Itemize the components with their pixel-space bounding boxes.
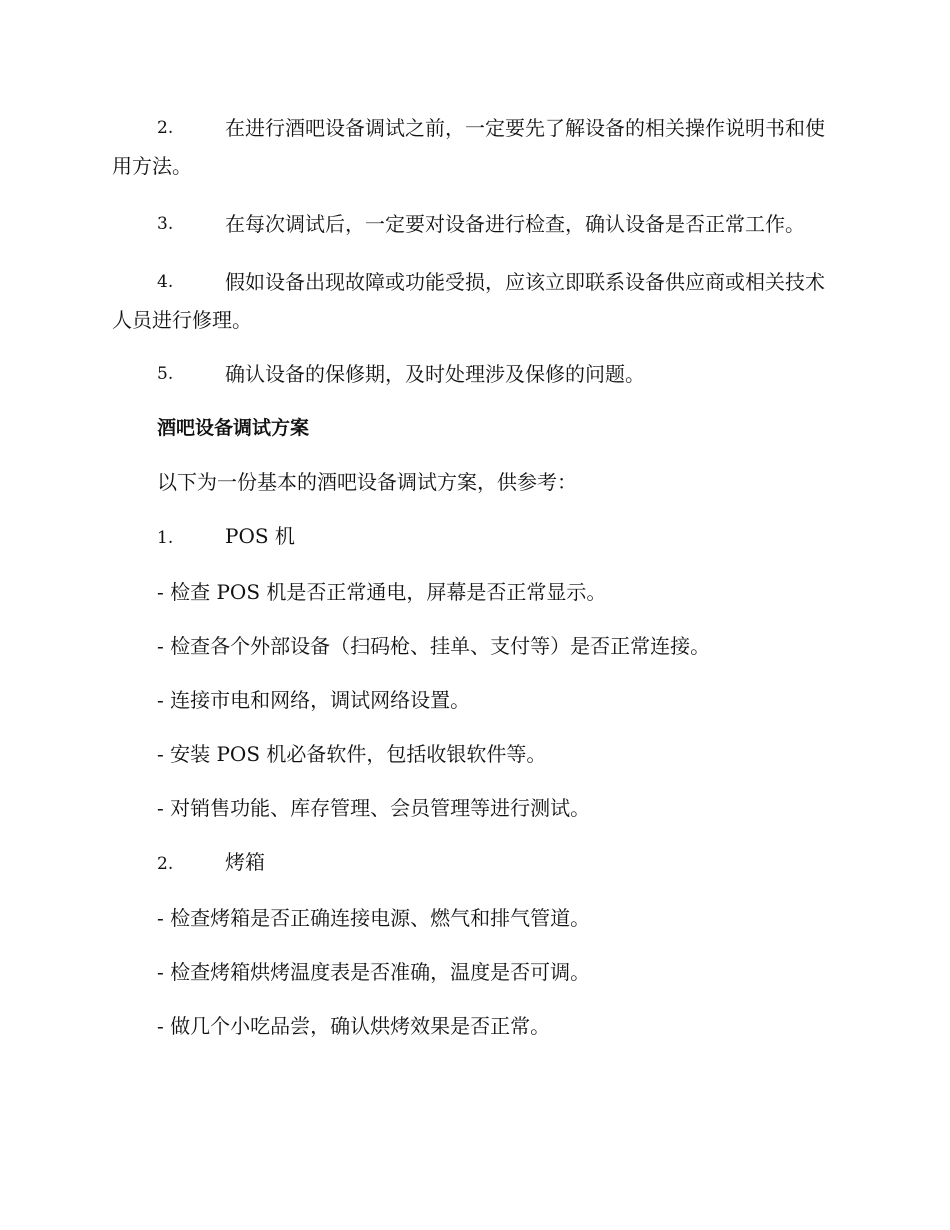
intro-text: 以下为一份基本的酒吧设备调试方案，供参考： [157, 470, 577, 494]
bullet-item: - 安装 POS 机必备软件，包括收银软件等。 [157, 742, 547, 766]
section-title: POS 机 [225, 524, 295, 548]
section-number: 2. [157, 854, 174, 874]
section-item-pos [157, 517, 950, 557]
list-item [112, 109, 833, 185]
section-item-oven [157, 843, 950, 883]
list-item [112, 263, 833, 339]
section-title: 烤箱 [225, 850, 265, 874]
list-item [112, 355, 833, 393]
bullet-item: - 检查烤箱是否正确连接电源、燃气和排气管道。 [157, 906, 591, 930]
bullet-item: - 做几个小吃品尝，确认烘烤效果是否正常。 [157, 1014, 551, 1038]
bullet-item: - 检查烤箱烘烤温度表是否准确，温度是否可调。 [157, 960, 591, 984]
bullet-item: - 检查 POS 机是否正常通电，屏幕是否正常显示。 [157, 580, 607, 604]
list-item [112, 205, 833, 243]
list-text: 确认设备的保修期，及时处理涉及保修的问题。 [225, 362, 645, 386]
list-number: 2. [157, 118, 174, 138]
list-text: 在进行酒吧设备调试之前，一定要先了解设备的相关操作说明书和使用方法。 [112, 116, 825, 178]
list-text: 在每次调试后，一定要对设备进行检查，确认设备是否正常工作。 [225, 212, 805, 236]
list-text: 假如设备出现故障或功能受损，应该立即联系设备供应商或相关技术人员进行修理。 [112, 270, 825, 332]
bullet-item: - 连接市电和网络，调试网络设置。 [157, 688, 471, 712]
section-heading: 酒吧设备调试方案 [157, 417, 310, 439]
bullet-item: - 检查各个外部设备（扫码枪、挂单、支付等）是否正常连接。 [157, 634, 711, 658]
list-number: 4. [157, 272, 174, 292]
section-number: 1. [157, 528, 174, 548]
list-number: 5. [157, 364, 174, 384]
bullet-item: - 对销售功能、库存管理、会员管理等进行测试。 [157, 796, 591, 820]
list-number: 3. [157, 214, 174, 234]
